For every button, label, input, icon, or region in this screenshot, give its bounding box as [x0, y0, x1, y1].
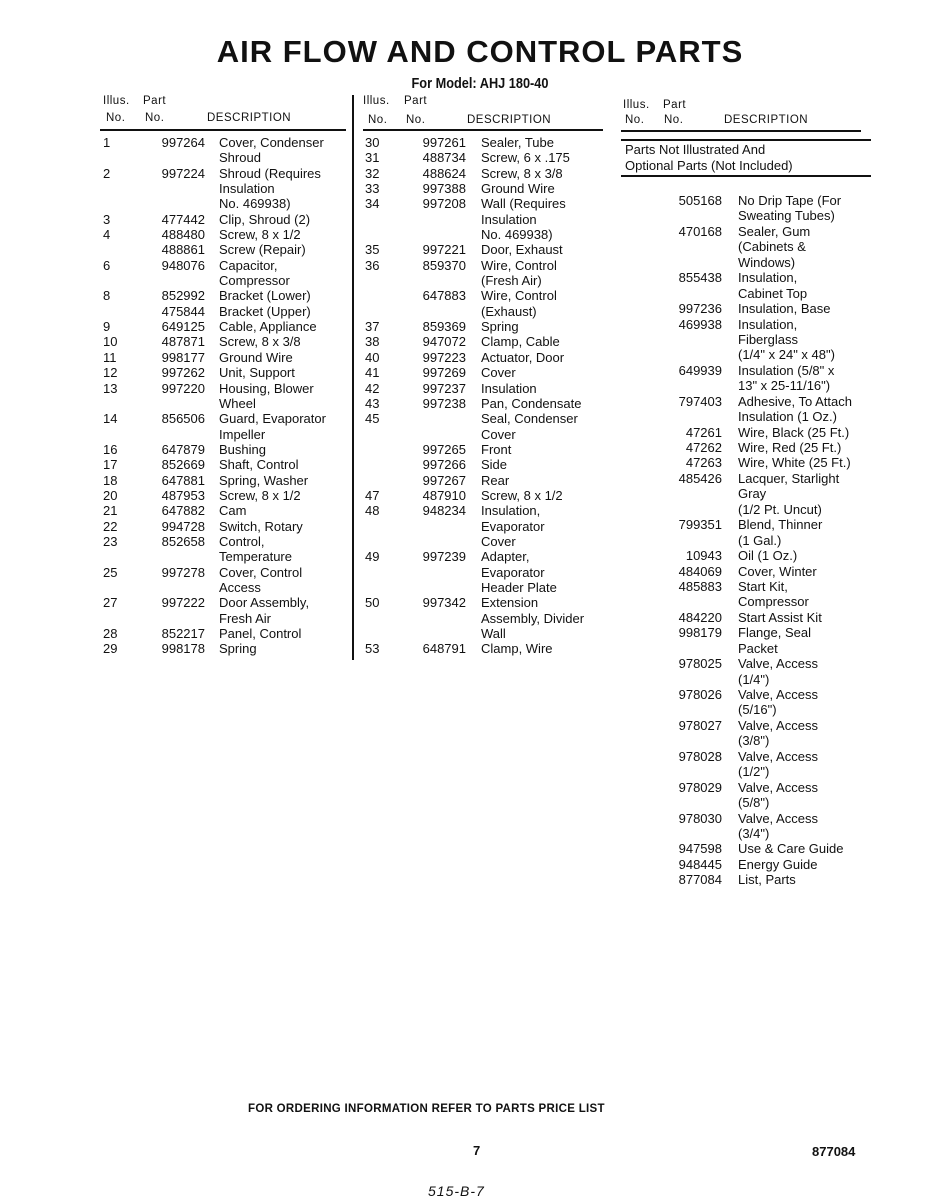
part-number: 997222 — [161, 595, 205, 611]
illus-number: 3 — [103, 211, 111, 227]
part-number: 469938 — [678, 316, 722, 332]
part-description: Valve, Access (5/8") — [738, 779, 818, 811]
part-description: Spring — [481, 319, 519, 335]
part-number: 997266 — [422, 457, 466, 473]
illus-number: 4 — [103, 227, 111, 243]
parts-row — [365, 396, 605, 411]
part-number: 470168 — [678, 223, 722, 239]
illus-number: 49 — [365, 549, 380, 565]
part-number: 487953 — [161, 487, 205, 503]
part-description: Wire, Control (Exhaust) — [481, 288, 557, 319]
part-description: Wall (Requires Insulation No. 469938) — [481, 196, 566, 243]
parts-row — [615, 301, 875, 316]
parts-row — [103, 288, 348, 303]
illus-number: 14 — [103, 411, 118, 427]
col2-header-no: No. — [368, 114, 388, 126]
part-description: Valve, Access (3/8") — [738, 717, 818, 749]
illus-number: 25 — [103, 564, 118, 580]
part-description: Valve, Access (3/4") — [738, 810, 818, 841]
parts-row — [365, 503, 605, 549]
parts-row — [365, 641, 605, 656]
illus-number: 50 — [365, 595, 380, 611]
parts-row — [365, 411, 605, 442]
part-description: Insulation, Fiberglass (1/4" x 24" x 48") — [738, 316, 835, 363]
part-description: Bushing — [219, 441, 266, 457]
part-description: Panel, Control — [219, 626, 302, 641]
part-number: 852669 — [161, 457, 205, 473]
part-number: 997223 — [422, 349, 466, 365]
part-number: 485883 — [678, 578, 722, 594]
part-number: 978029 — [678, 779, 722, 795]
part-number: 484220 — [678, 609, 722, 625]
parts-row — [365, 288, 605, 319]
part-number: 998177 — [161, 349, 205, 365]
parts-row — [615, 780, 875, 811]
parts-row — [615, 579, 875, 610]
divider — [621, 130, 861, 132]
parts-row — [103, 227, 348, 242]
illus-number: 22 — [103, 518, 118, 534]
part-description: Shroud (Requires Insulation No. 469938) — [219, 165, 321, 212]
parts-row — [615, 811, 875, 842]
illus-number: 31 — [365, 150, 380, 166]
illus-number: 37 — [365, 319, 380, 335]
parts-row — [615, 656, 875, 687]
illus-number: 53 — [365, 641, 380, 657]
parts-row — [615, 841, 875, 856]
parts-row — [103, 212, 348, 227]
part-number: 487871 — [161, 334, 205, 350]
part-description: Unit, Support — [219, 365, 295, 381]
parts-row — [615, 270, 875, 301]
part-description: Screw, 8 x 1/2 — [219, 487, 301, 503]
parts-row — [103, 641, 348, 656]
part-number: 997269 — [422, 365, 466, 381]
part-number: 647883 — [422, 288, 466, 304]
part-number: 859369 — [422, 319, 466, 335]
part-number: 799351 — [678, 517, 722, 533]
col3-header-no: No. — [625, 114, 645, 126]
divider — [100, 129, 346, 131]
parts-row — [103, 135, 348, 166]
part-number: 997267 — [422, 472, 466, 488]
parts-row — [103, 473, 348, 488]
parts-row — [103, 350, 348, 365]
part-description: Clamp, Wire — [481, 641, 553, 657]
part-number: 997237 — [422, 380, 466, 396]
part-number: 647882 — [161, 503, 205, 519]
part-number: 477442 — [161, 211, 205, 227]
part-description: Use & Care Guide — [738, 841, 844, 857]
part-number: 997236 — [678, 301, 722, 317]
parts-row — [365, 166, 605, 181]
parts-row — [615, 872, 875, 887]
part-description: Pan, Condensate — [481, 395, 582, 411]
parts-row — [615, 517, 875, 548]
part-number: 488734 — [422, 150, 466, 166]
parts-row — [365, 442, 605, 457]
part-number: 649125 — [161, 319, 205, 335]
parts-list-col1 — [103, 135, 348, 657]
parts-row — [365, 595, 605, 641]
part-description: Ground Wire — [481, 181, 555, 197]
part-number: 978026 — [678, 687, 722, 702]
col3-header-illus: Illus. — [623, 99, 650, 111]
part-description: Control, Temperature — [219, 533, 292, 565]
parts-list-col2 — [365, 135, 605, 657]
parts-row — [103, 319, 348, 334]
part-description: Wire, Black (25 Ft.) — [738, 424, 850, 440]
parts-row — [615, 363, 875, 394]
illus-number: 21 — [103, 503, 118, 519]
illus-number: 12 — [103, 365, 118, 381]
illus-number: 10 — [103, 334, 118, 350]
illus-number: 13 — [103, 380, 118, 396]
part-description: Adhesive, To Attach Insulation (1 Oz.) — [738, 393, 852, 425]
part-description: No Drip Tape (For Sweating Tubes) — [738, 193, 842, 224]
illus-number: 28 — [103, 626, 118, 641]
parts-row — [365, 319, 605, 334]
parts-row — [365, 365, 605, 380]
illus-number: 45 — [365, 411, 380, 427]
illus-number: 6 — [103, 257, 111, 273]
part-description: Spring — [219, 641, 257, 657]
part-number: 856506 — [161, 411, 205, 427]
part-number: 948076 — [161, 257, 205, 273]
part-description: Valve, Access (1/4") — [738, 656, 818, 687]
part-description: Ground Wire — [219, 349, 293, 365]
col2-header-description: DESCRIPTION — [467, 114, 552, 126]
parts-row — [103, 411, 348, 442]
parts-row — [615, 193, 875, 224]
parts-row — [615, 394, 875, 425]
part-number: 997239 — [422, 549, 466, 565]
part-number: 47263 — [685, 455, 722, 471]
part-description: Wire, Control (Fresh Air) — [481, 257, 557, 289]
parts-row — [365, 196, 605, 242]
illus-number: 41 — [365, 365, 380, 381]
part-number: 488480 — [161, 227, 205, 243]
illus-number: 23 — [103, 533, 118, 549]
handwritten-note: 515-B-7 — [428, 1183, 485, 1199]
col1-header-description: DESCRIPTION — [207, 112, 292, 124]
part-description: Cover, Winter — [738, 563, 817, 579]
col2-header-no: No. — [406, 114, 426, 126]
col1-header-part: Part — [143, 95, 167, 107]
illus-number: 47 — [365, 487, 380, 503]
part-number: 997265 — [422, 441, 466, 457]
part-description: Energy Guide — [738, 856, 818, 872]
col2-header-part: Part — [404, 95, 428, 107]
parts-row — [615, 857, 875, 872]
parts-row — [103, 488, 348, 503]
part-number: 649939 — [678, 362, 722, 378]
part-number: 797403 — [678, 393, 722, 409]
part-number: 488624 — [422, 165, 466, 181]
part-number: 877084 — [678, 872, 722, 888]
part-description: Screw, 8 x 3/8 — [481, 165, 563, 181]
part-description: Wire, White (25 Ft.) — [738, 455, 851, 471]
part-description: Cable, Appliance — [219, 319, 317, 335]
parts-row — [365, 181, 605, 196]
illus-number: 42 — [365, 380, 380, 396]
illus-number: 2 — [103, 165, 111, 181]
parts-row — [615, 471, 875, 517]
parts-row — [103, 595, 348, 626]
col1-header-no: No. — [106, 112, 126, 124]
parts-row — [365, 258, 605, 289]
part-number: 997278 — [161, 564, 205, 580]
part-number: 47262 — [685, 440, 722, 455]
part-description: Sealer, Tube — [481, 135, 554, 150]
illus-number: 30 — [365, 135, 380, 150]
illus-number: 11 — [103, 349, 117, 365]
part-description: Seal, Condenser Cover — [481, 411, 578, 442]
parts-row — [615, 425, 875, 440]
part-number: 997220 — [161, 380, 205, 396]
part-description: Screw, 6 x .175 — [481, 150, 570, 166]
illus-number: 9 — [103, 319, 111, 335]
parts-row — [615, 610, 875, 625]
part-description: Cover, Condenser Shroud — [219, 135, 324, 166]
part-number: 978027 — [678, 717, 722, 733]
part-number: 978025 — [678, 656, 722, 672]
parts-row — [365, 488, 605, 503]
parts-list-col3 — [615, 193, 875, 888]
part-number: 998179 — [678, 625, 722, 641]
part-number: 948445 — [678, 856, 722, 872]
part-description: Insulation — [481, 380, 537, 396]
parts-row — [615, 317, 875, 363]
parts-row — [615, 564, 875, 579]
part-description: Shaft, Control — [219, 457, 299, 473]
parts-row — [103, 565, 348, 596]
illus-number: 29 — [103, 641, 118, 657]
parts-row — [103, 457, 348, 472]
part-number: 488861 — [161, 242, 205, 258]
illus-number: 20 — [103, 487, 118, 503]
part-number: 997388 — [422, 181, 466, 197]
part-description: Cover — [481, 365, 516, 381]
part-number: 484069 — [678, 563, 722, 579]
part-number: 997224 — [161, 165, 205, 181]
part-number: 487910 — [422, 487, 466, 503]
illus-number: 38 — [365, 334, 380, 350]
parts-row — [365, 242, 605, 257]
col3-header-part: Part — [663, 99, 687, 111]
part-number: 997262 — [161, 365, 205, 381]
part-description: Screw, 8 x 1/2 — [219, 227, 301, 243]
parts-row — [615, 440, 875, 455]
parts-row — [365, 549, 605, 595]
part-description: Lacquer, Starlight Gray (1/2 Pt. Uncut) — [738, 470, 840, 517]
illus-number: 35 — [365, 242, 380, 258]
part-number: 997208 — [422, 196, 466, 212]
part-description: Door Assembly, Fresh Air — [219, 595, 310, 626]
divider — [621, 139, 871, 141]
parts-row — [103, 242, 348, 257]
part-number: 647879 — [161, 441, 205, 457]
part-description: Side — [481, 457, 508, 473]
part-description: Valve, Access (1/2") — [738, 748, 818, 780]
part-description: Screw, 8 x 1/2 — [481, 487, 563, 503]
illus-number: 32 — [365, 165, 380, 181]
illus-number: 1 — [103, 135, 111, 150]
part-number: 47261 — [685, 424, 722, 440]
part-description: Oil (1 Oz.) — [738, 548, 798, 564]
parts-row — [103, 365, 348, 380]
part-description: Start Assist Kit — [738, 609, 822, 625]
part-number: 505168 — [678, 193, 722, 208]
parts-row — [103, 258, 348, 289]
part-number: 947598 — [678, 841, 722, 857]
col3-header-description: DESCRIPTION — [724, 114, 809, 126]
parts-row — [103, 442, 348, 457]
part-number: 855438 — [678, 270, 722, 286]
part-description: Housing, Blower Wheel — [219, 380, 314, 411]
part-description: Screw (Repair) — [219, 242, 306, 258]
part-description: Switch, Rotary — [219, 518, 303, 534]
col1-header-illus: Illus. — [103, 95, 130, 107]
parts-row — [615, 548, 875, 563]
parts-row — [103, 304, 348, 319]
part-description: Sealer, Gum (Cabinets & Windows) — [738, 223, 811, 270]
part-number: 852992 — [161, 288, 205, 304]
part-number: 978030 — [678, 810, 722, 826]
part-number: 648791 — [422, 641, 466, 657]
parts-row — [365, 350, 605, 365]
part-number: 978028 — [678, 748, 722, 764]
part-description: Adapter, Evaporator Header Plate — [481, 549, 557, 595]
part-number: 997238 — [422, 395, 466, 411]
parts-row — [615, 625, 875, 656]
illus-number: 43 — [365, 395, 380, 411]
divider — [621, 175, 871, 177]
part-description: Insulation, Cabinet Top — [738, 270, 808, 301]
part-description: Blend, Thinner (1 Gal.) — [738, 517, 823, 548]
part-number: 994728 — [161, 518, 205, 534]
part-number: 485426 — [678, 470, 722, 486]
part-description: Bracket (Upper) — [219, 303, 311, 319]
part-description: Door, Exhaust — [481, 242, 563, 258]
illus-number: 34 — [365, 196, 380, 212]
part-description: Insulation (5/8" x 13" x 25-11/16") — [738, 362, 835, 394]
part-number: 947072 — [422, 334, 466, 350]
part-number: 10943 — [685, 548, 722, 564]
parts-row — [615, 718, 875, 749]
part-description: Insulation, Base — [738, 301, 831, 317]
part-number: 997264 — [161, 135, 205, 150]
parts-row — [615, 455, 875, 470]
page-number: 7 — [473, 1143, 481, 1158]
illus-number: 8 — [103, 288, 111, 304]
part-description: Screw, 8 x 3/8 — [219, 334, 301, 350]
column-divider — [352, 95, 354, 660]
part-number: 997221 — [422, 242, 466, 258]
part-description: Actuator, Door — [481, 349, 565, 365]
part-description: Wire, Red (25 Ft.) — [738, 440, 842, 455]
part-description: Extension Assembly, Divider Wall — [481, 595, 585, 641]
part-description: Spring, Washer — [219, 472, 309, 488]
part-description: Cam — [219, 503, 247, 519]
illus-number: 48 — [365, 503, 380, 519]
part-description: Front — [481, 441, 512, 457]
page-title: AIR FLOW AND CONTROL PARTS — [216, 34, 744, 69]
divider — [363, 129, 603, 131]
part-description: Capacitor, Compressor — [219, 257, 290, 289]
col1-header-no: No. — [145, 112, 165, 124]
parts-row — [615, 687, 875, 718]
part-number: 997261 — [422, 135, 466, 150]
part-description: Insulation, Evaporator Cover — [481, 503, 545, 549]
illus-number: 27 — [103, 595, 118, 611]
parts-row — [365, 457, 605, 472]
part-number: 998178 — [161, 641, 205, 657]
illus-number: 40 — [365, 349, 380, 365]
part-description: Start Kit, Compressor — [738, 578, 809, 610]
parts-row — [615, 749, 875, 780]
parts-row — [103, 166, 348, 212]
col3-header-no: No. — [664, 114, 684, 126]
part-number: 948234 — [422, 503, 466, 519]
parts-row — [365, 381, 605, 396]
part-number: 852658 — [161, 533, 205, 549]
illus-number: 18 — [103, 472, 118, 488]
document-number: 877084 — [812, 1144, 856, 1159]
parts-row — [103, 381, 348, 412]
part-description: Clip, Shroud (2) — [219, 211, 311, 227]
part-description: Rear — [481, 472, 510, 488]
part-number: 997342 — [422, 595, 466, 611]
parts-row — [103, 334, 348, 349]
model-subtitle: For Model: AHJ 180-40 — [411, 75, 549, 92]
part-description: Valve, Access (5/16") — [738, 687, 818, 718]
ordering-footer: FOR ORDERING INFORMATION REFER TO PARTS PRICE LIST — [248, 1103, 605, 1115]
parts-row — [365, 334, 605, 349]
parts-row — [103, 626, 348, 641]
parts-row — [365, 150, 605, 165]
parts-row — [103, 534, 348, 565]
parts-row — [365, 473, 605, 488]
illus-number: 33 — [365, 181, 380, 197]
part-number: 647881 — [161, 472, 205, 488]
part-number: 852217 — [161, 626, 205, 641]
part-description: Clamp, Cable — [481, 334, 560, 350]
parts-row — [615, 224, 875, 270]
parts-row — [103, 503, 348, 518]
col2-header-illus: Illus. — [363, 95, 390, 107]
illus-number: 36 — [365, 257, 380, 273]
part-description: Cover, Control Access — [219, 564, 303, 595]
part-number: 859370 — [422, 257, 466, 273]
parts-row — [103, 519, 348, 534]
parts-row — [365, 135, 605, 150]
illus-number: 17 — [103, 457, 118, 473]
illus-number: 16 — [103, 441, 118, 457]
part-description: Guard, Evaporator Impeller — [219, 411, 326, 442]
part-number: 475844 — [161, 303, 205, 319]
part-description: List, Parts — [738, 872, 796, 888]
part-description: Flange, Seal Packet — [738, 625, 811, 656]
section-note: Parts Not Illustrated And Optional Parts (Not Included) — [625, 142, 793, 173]
part-description: Bracket (Lower) — [219, 288, 311, 304]
